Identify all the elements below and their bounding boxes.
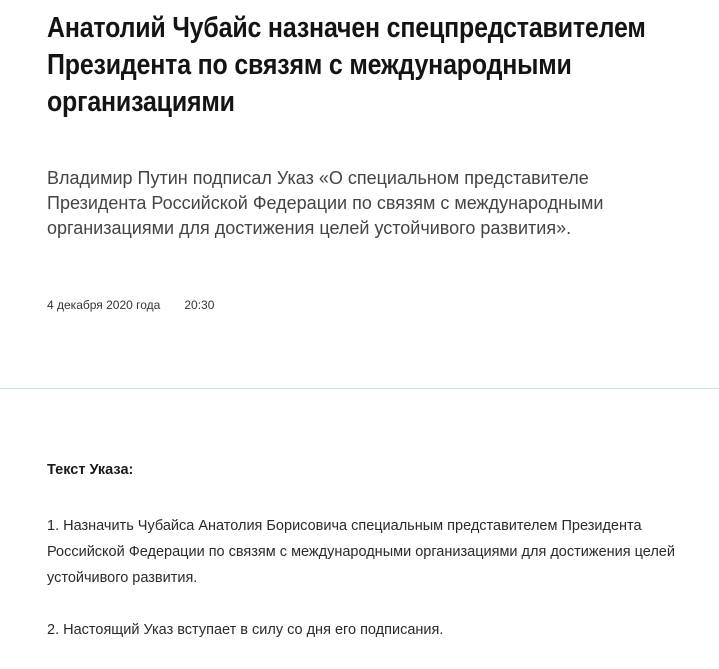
article-title: Анатолий Чубайс назначен спецпредставителем Президента по связям с международными организациями (47, 12, 646, 118)
article-date: 4 декабря 2020 года (47, 298, 161, 312)
decree-label: Текст Указа: (47, 462, 134, 478)
decree-text (47, 457, 687, 669)
decree-paragraph-2: 2. Настоящий Указ вступает в силу со дня его подписания. (47, 622, 444, 638)
section-divider (0, 388, 719, 389)
decree-paragraph-1: 1. Назначить Чубайса Анатолия Борисовича специальным представителем Президента Российской Федерации по связям с международными организациями для достижения целей устойчивого развития. (47, 518, 675, 586)
article-lead: Владимир Путин подписал Указ «О специальном представителе Президента Российской Федерации по связям с международными организациями для достижения целей устойчивого развития». (47, 168, 604, 238)
article-time: 20:30 (184, 298, 215, 312)
article-meta (47, 297, 214, 313)
